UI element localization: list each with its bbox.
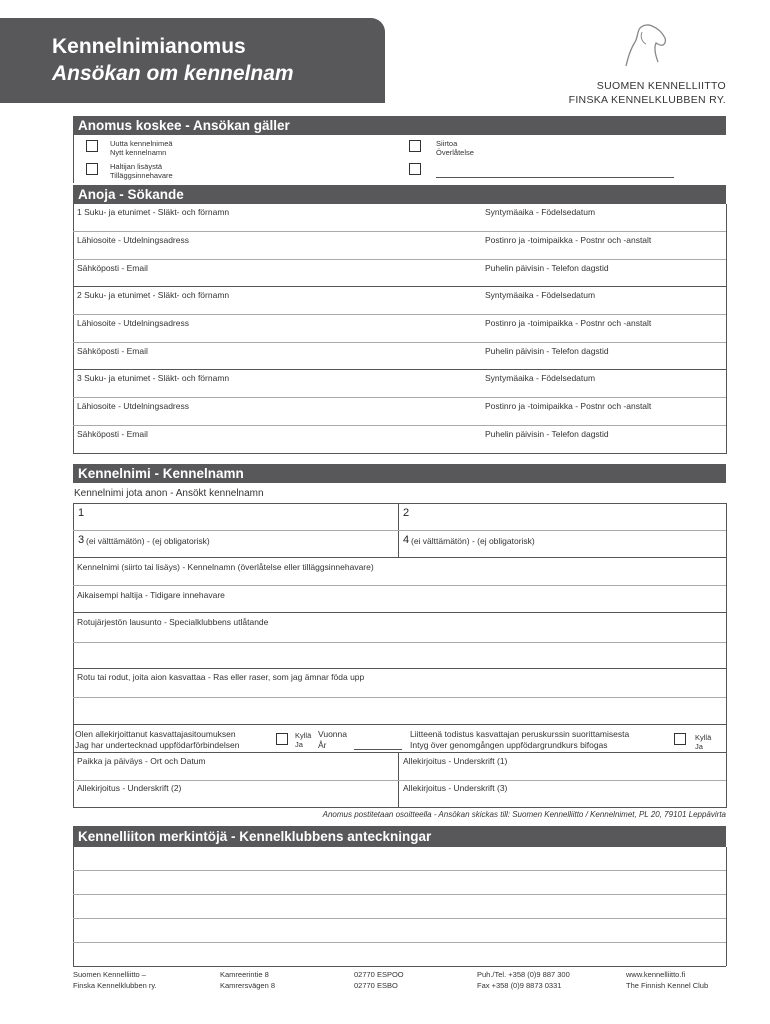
breeds-line-2[interactable] — [73, 724, 726, 725]
applicant2-name-line[interactable] — [73, 314, 726, 315]
applicant3-name-label: 3 Suku- ja etunimet - Släkt- och förnamn — [77, 373, 230, 383]
applicant1-address-label: Lähiosoite - Utdelningsadress — [77, 235, 189, 245]
applicant1-address-line[interactable] — [73, 259, 726, 260]
office-border-right — [726, 847, 727, 966]
breed-club-line-1[interactable] — [73, 642, 726, 643]
applicant3-address-line[interactable] — [73, 425, 726, 426]
name-option-3-number: 3 — [78, 534, 85, 546]
footer-org-fi: Suomen Kennelliitto – — [73, 970, 146, 979]
name-option-1-2-line[interactable] — [73, 530, 726, 531]
names-top-line — [73, 503, 726, 504]
course-label-fi: Liitteenä todistus kasvattajan peruskurssin suorittamisesta — [410, 729, 630, 739]
applicant1-name-label: 1 Suku- ja etunimet - Släkt- och förnamn — [77, 207, 230, 217]
footer-club-en: The Finnish Kennel Club — [626, 981, 709, 990]
checkbox-new-kennel-name[interactable] — [86, 140, 98, 152]
place-date-label: Paikka ja päiväys - Ort och Datum — [77, 756, 206, 766]
applicant-border-left — [73, 204, 74, 454]
option-new-fi: Uutta kennelnimeä — [110, 139, 173, 148]
breed-club-line-2[interactable] — [73, 668, 726, 669]
office-line-2[interactable] — [73, 894, 726, 895]
office-line-4[interactable] — [73, 942, 726, 943]
page-title-fi: Kennelnimianomus — [52, 35, 246, 58]
applicant2-address-line[interactable] — [73, 342, 726, 343]
dog-head-icon — [618, 22, 670, 68]
organization-name-sv: FINSKA KENNELKLUBBEN RY. — [568, 94, 726, 106]
checkbox-course-yes[interactable] — [674, 733, 686, 745]
option-transfer-sv: Överlåtelse — [436, 148, 474, 157]
course-label-sv: Intyg över genomgången uppfödargrundkurs bifogas — [410, 740, 608, 750]
applicant2-name-label: 2 Suku- ja etunimet - Släkt- och förnamn — [77, 290, 230, 300]
checkbox-add-holder[interactable] — [86, 163, 98, 175]
requested-name-label: Kennelnimi jota anon - Ansökt kennelnamn — [74, 488, 264, 499]
office-border-left — [73, 847, 74, 966]
name-option-3-4-line[interactable] — [73, 557, 726, 558]
checkbox-commitment-yes[interactable] — [276, 733, 288, 745]
year-input-line[interactable] — [354, 749, 402, 750]
applicant1-email-label: Sähköposti - Email — [77, 263, 148, 273]
footer-website-link[interactable]: www.kennelliitto.fi — [626, 970, 686, 979]
office-line-3[interactable] — [73, 918, 726, 919]
signature-3-label: Allekirjoitus - Underskrift (3) — [403, 783, 508, 793]
option-holder-fi: Haltijan lisäystä — [110, 162, 163, 171]
section-heading-kennelname: Kennelnimi - Kennelnamn — [73, 464, 726, 483]
footer-phone: Puh./Tel. +358 (0)9 887 300 — [477, 970, 570, 979]
year-label-sv: År — [318, 740, 327, 750]
section-heading-applicant: Anoja - Sökande — [73, 185, 726, 204]
commitment-yes-fi: Kyllä — [295, 731, 312, 740]
title-banner — [0, 18, 385, 103]
applicant3-postal-label: Postinro ja -toimipaikka - Postnr och -anstalt — [485, 401, 652, 411]
page-title-sv: Ansökan om kennelnam — [52, 62, 294, 85]
name-option-3-optional: (ei välttämätön) - (ej obligatorisk) — [86, 536, 210, 546]
applicant2-phone-label: Puhelin päivisin - Telefon dagstid — [485, 346, 609, 356]
commitment-yes-sv: Ja — [295, 740, 303, 749]
transfer-name-line[interactable] — [73, 585, 726, 586]
applicant1-phone-label: Puhelin päivisin - Telefon dagstid — [485, 263, 609, 273]
section-border-left — [73, 135, 74, 183]
applicant3-address-label: Lähiosoite - Utdelningsadress — [77, 401, 189, 411]
commitment-row-line — [73, 752, 726, 753]
applicant-border-right — [726, 204, 727, 454]
signature-line[interactable] — [73, 807, 726, 808]
previous-holder-label: Aikaisempi haltija - Tidigare innehavare — [77, 590, 225, 600]
breed-club-label: Rotujärjestön lausunto - Specialklubbens utlåtande — [77, 617, 269, 627]
place-date-line[interactable] — [73, 780, 726, 781]
name-option-1-number: 1 — [78, 507, 85, 519]
other-input-line[interactable] — [436, 177, 674, 178]
applicant2-birth-label: Syntymäaika - Födelsedatum — [485, 290, 596, 300]
applicant3-birth-label: Syntymäaika - Födelsedatum — [485, 373, 596, 383]
year-label-fi: Vuonna — [318, 729, 347, 739]
applicant2-email-line[interactable] — [73, 369, 726, 370]
previous-holder-line[interactable] — [73, 612, 726, 613]
organization-name-fi: SUOMEN KENNELLIITTO — [596, 80, 726, 92]
section-heading-office-notes: Kennelliiton merkintöjä - Kennelklubbens anteckningar — [73, 826, 726, 847]
breeds-label: Rotu tai rodut, joita aion kasvattaa - Ras eller raser, som jag ämnar föda upp — [77, 672, 365, 682]
option-new-sv: Nytt kennelnamn — [110, 148, 167, 157]
signature-1-label: Allekirjoitus - Underskrift (1) — [403, 756, 508, 766]
transfer-name-label: Kennelnimi (siirto tai lisäys) - Kennelnamn (överlåtelse eller tilläggsinnehavare) — [77, 562, 374, 572]
office-line-1[interactable] — [73, 870, 726, 871]
applicant3-email-label: Sähköposti - Email — [77, 429, 148, 439]
applicant1-postal-label: Postinro ja -toimipaikka - Postnr och -anstalt — [485, 235, 652, 245]
applicant2-address-label: Lähiosoite - Utdelningsadress — [77, 318, 189, 328]
applicant3-phone-label: Puhelin päivisin - Telefon dagstid — [485, 429, 609, 439]
name-option-2-number: 2 — [403, 507, 410, 519]
option-holder-sv: Tilläggsinnehavare — [110, 171, 173, 180]
checkbox-transfer[interactable] — [409, 140, 421, 152]
office-bottom-line — [73, 966, 726, 967]
applicant3-name-line[interactable] — [73, 397, 726, 398]
applicant2-email-label: Sähköposti - Email — [77, 346, 148, 356]
kennel-border-right — [726, 503, 727, 808]
applicant1-name-line[interactable] — [73, 231, 726, 232]
applicant1-email-line[interactable] — [73, 286, 726, 287]
breeds-line-1[interactable] — [73, 697, 726, 698]
checkbox-other[interactable] — [409, 163, 421, 175]
applicant1-birth-label: Syntymäaika - Födelsedatum — [485, 207, 596, 217]
course-yes-fi: Kyllä — [695, 733, 712, 742]
footer-street-sv: Kamrersvägen 8 — [220, 981, 276, 990]
section-heading-application: Anomus koskee - Ansökan gäller — [73, 116, 726, 135]
kennel-border-left — [73, 503, 74, 808]
footer-fax: Fax +358 (0)9 8873 0331 — [477, 981, 562, 990]
name-option-4-number: 4 — [403, 534, 410, 546]
footer-city-fi: 02770 ESPOO — [354, 970, 404, 979]
footer-org-sv: Finska Kennelklubben ry. — [73, 981, 157, 990]
mailing-notice: Anomus postitetaan osoitteella - Ansökan skickas till: Suomen Kennelliitto / Kennelnimet, PL 20, 79101 Leppävirta — [322, 810, 726, 819]
option-transfer-fi: Siirtoa — [436, 139, 458, 148]
commitment-label-fi: Olen allekirjoittanut kasvattajasitoumuksen — [75, 729, 236, 739]
footer-city-sv: 02770 ESBO — [354, 981, 398, 990]
applicant3-email-line[interactable] — [73, 453, 726, 454]
commitment-label-sv: Jag har undertecknad uppfödarförbindelsen — [75, 740, 240, 750]
applicant2-postal-label: Postinro ja -toimipaikka - Postnr och -anstalt — [485, 318, 652, 328]
footer-street-fi: Kamreerintie 8 — [220, 970, 269, 979]
name-option-4-optional: (ei välttämätön) - (ej obligatorisk) — [411, 536, 535, 546]
course-yes-sv: Ja — [695, 742, 703, 751]
signature-2-label: Allekirjoitus - Underskrift (2) — [77, 783, 182, 793]
